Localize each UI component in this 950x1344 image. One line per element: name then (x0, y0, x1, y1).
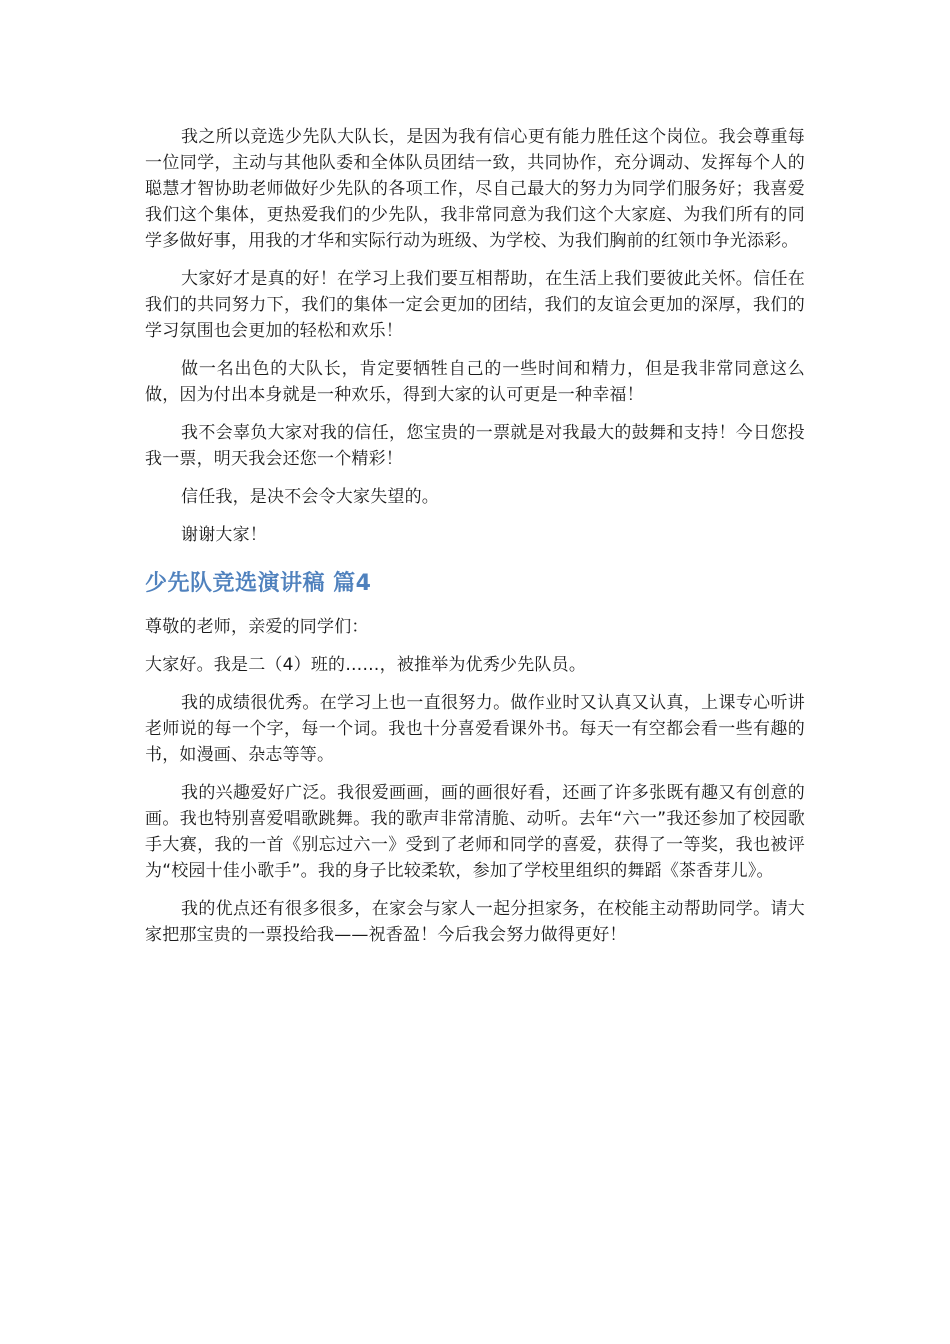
paragraph: 做一名出色的大队长，肯定要牺牲自己的一些时间和精力，但是我非常同意这么做，因为付出本身就是一种欢乐，得到大家的认可更是一种幸福！ (145, 359, 805, 405)
paragraph: 我的优点还有很多很多，在家会与家人一起分担家务，在校能主动帮助同学。请大家把那宝贵的一票投给我——祝香盈！今后我会努力做得更好！ (145, 899, 805, 945)
greeting: 尊敬的老师，亲爱的同学们： (145, 617, 369, 637)
paragraph: 我的兴趣爱好广泛。我很爱画画，画的画很好看，还画了许多张既有趣又有创意的画。我也特别喜爱唱歌跳舞。我的歌声非常清脆、动听。去年“六一”我还参加了校园歌手大赛，我的一首《别忘过六一》受到了老师和同学的喜爱，获得了一等奖，我也被评为“校园十佳小歌手”。我的身子比较柔软，参加了学校里组织的舞蹈《茶香芽儿》。 (145, 783, 805, 881)
paragraph: 我的成绩很优秀。在学习上也一直很努力。做作业时又认真又认真，上课专心听讲老师说的每一个字，每一个词。我也十分喜爱看课外书。每天一有空都会看一些有趣的书，如漫画、杂志等等。 (145, 693, 805, 765)
paragraph: 大家好才是真的好！在学习上我们要互相帮助，在生活上我们要彼此关怀。信任在我们的共同努力下，我们的集体一定会更加的团结，我们的友谊会更加的深厚，我们的学习氛围也会更加的轻松和欢乐！ (145, 269, 805, 341)
paragraph: 谢谢大家！ (181, 525, 267, 545)
paragraph: 我之所以竞选少先队大队长，是因为我有信心更有能力胜任这个岗位。我会尊重每一位同学，主动与其他队委和全体队员团结一致，共同协作，充分调动、发挥每个人的聪慧才智协助老师做好少先队的各项工作，尽自己最大的努力为同学们服务好；我喜爱我们这个集体，更热爱我们的少先队，我非常同意为我们这个大家庭、为我们所有的同学多做好事，用我的才华和实际行动为班级、为学校、为我们胸前的红领巾争光添彩。 (145, 127, 805, 251)
paragraph: 我不会辜负大家对我的信任，您宝贵的一票就是对我最大的鼓舞和支持！今日您投我一票，明天我会还您一个精彩！ (145, 423, 805, 469)
section-heading: 少先队竞选演讲稿 篇4 (145, 571, 372, 596)
document-page (145, 124, 805, 960)
intro: 大家好。我是二（4）班的……，被推举为优秀少先队员。 (145, 655, 587, 675)
paragraph: 信任我，是决不会令大家失望的。 (181, 487, 439, 507)
